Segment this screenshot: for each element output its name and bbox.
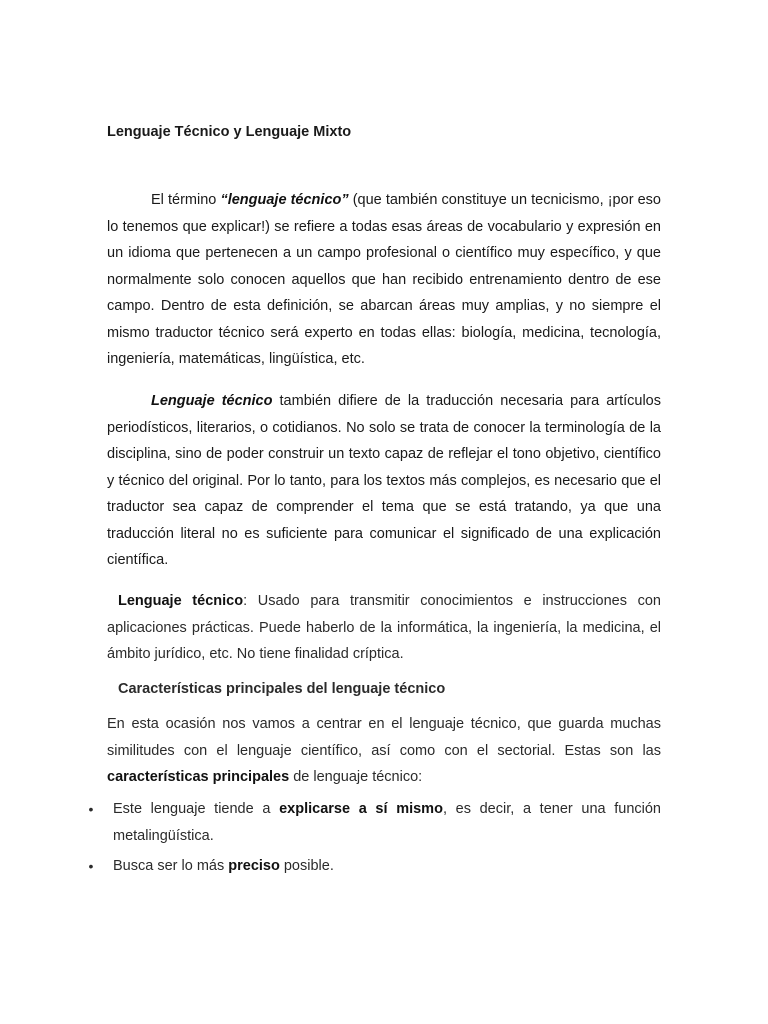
bold-term: Lenguaje técnico [118,593,244,609]
paragraph-definition [107,187,661,373]
list-item-body: posible. [279,858,334,874]
list-item-lead: Busca ser lo más [113,858,229,874]
paragraph-body: de lenguaje técnico: [289,769,423,785]
bold-term: características principales [107,769,290,785]
paragraph-body: (que también constituye un tecnicismo, ¡por eso lo tenemos que explicar!) se refiere a todas esas áreas de vocabulario y expresión en un idioma que pertenecen a un campo profesional o científico muy específico, y que normalmente solo conocen aquellos que han recibido entrenamiento dentro de ese campo. Dentro de esta definición, se abarcan áreas muy amplias, y no siempre el mismo traductor técnico será experto en todas ellas: biología, medicina, tecnología, ingeniería, matemáticas, lingüística, etc. [107,192,661,367]
characteristics-list [85,796,661,884]
paragraph-lead: El término [151,192,221,208]
paragraph-intro [107,711,661,791]
paragraph-difference [107,388,661,574]
bold-term: explicarse a sí mismo [279,801,443,817]
list-item-lead: Este lenguaje tiende a [113,801,280,817]
emphasized-term: “lenguaje técnico” [220,192,349,208]
list-item [85,853,661,880]
paragraph-body: también difiere de la traducción necesaria para artículos periodísticos, literarios, o cotidianos. No solo se trata de conocer la terminología de la disciplina, sino de poder construir un texto capaz de reflejar el tono objetivo, científico y técnico del original. Por lo tanto, para los textos más complejos, es necesario que el traductor sea capaz de comprender el tema que se está tratando, ya que una traducción literal no es suficiente para comunicar el significado de una explicación científica. [107,393,661,568]
bullet-icon: • [88,801,94,817]
bullet-icon: • [88,858,94,874]
bold-term: preciso [228,858,280,874]
paragraph-lead: En esta ocasión nos vamos a centrar en el lenguaje técnico, que guarda muchas similitudes con el lenguaje científico, así como con el sectorial. Estas son las [107,716,661,759]
paragraph-body: : Usado para transmitir conocimientos e instrucciones con aplicaciones prácticas. Puede haberlo de la informática, la ingeniería, la medicina, el ámbito jurídico, etc. No tiene finalidad críptica. [107,593,661,662]
list-item-body: , es decir, a tener una función metalingüística. [113,801,662,844]
section-subheading: Características principales del lenguaje técnico [118,681,446,697]
emphasized-term: Lenguaje técnico [151,393,273,409]
list-item [85,796,661,849]
paragraph-usage [107,588,661,668]
document-title: Lenguaje Técnico y Lenguaje Mixto [107,124,352,140]
